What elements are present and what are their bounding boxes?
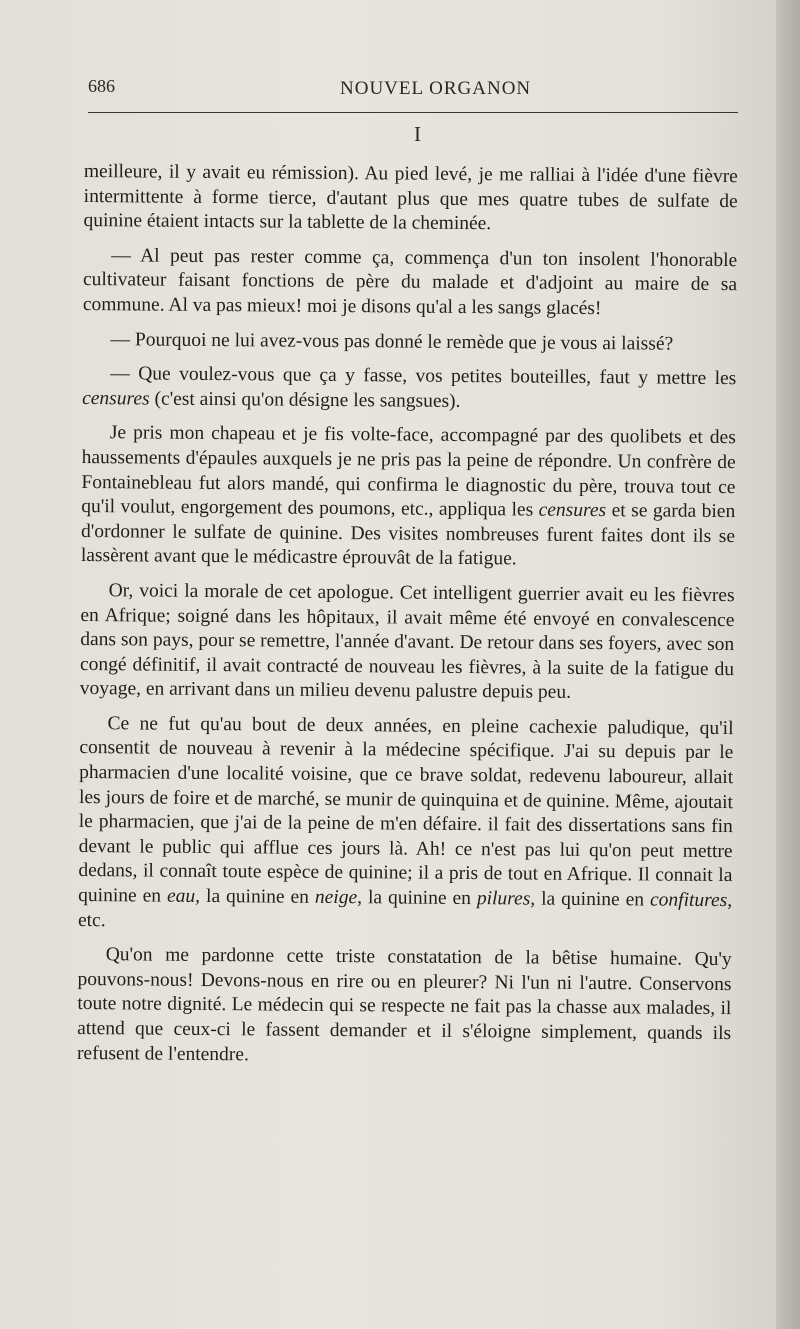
- header-rule: [88, 112, 738, 113]
- text-run: — Al peut pas rester comme ça, commença d'un ton insolent l'honorable cultivateur faisant fonctions de père du malade et d'adjoint au maire de sa commune. Al va pas mieux! moi je disons qu'al a les sangs glacés!: [82, 244, 738, 320]
- text-run: Qu'on me pardonne cette triste constatation de la bêtise humaine. Qu'y pouvons-nous! Devons-nous en rire ou en pleurer? Ni l'un ni l'autre. Conservons toute notre dignité. Le médecin qui se respecte ne fait pas la chasse aux malades, il attend que ceux-ci le fassent demander et il s'éloigne simplement, quands ils refusent de l'entendre.: [76, 944, 732, 1065]
- text-run: meilleure, il y avait eu rémission). Au pied levé, je me ralliai à l'idée d'une fièvre intermittente à forme tierce, d'autant plus que mes quatre tubes de sulfate de quinine étaient intacts sur la tablette de la cheminée.: [83, 160, 738, 235]
- page-number: 686: [88, 76, 115, 96]
- text-run: — Que voulez-vous que ça y fasse, vos petites bouteilles, faut y mettre les: [110, 363, 737, 390]
- italic-run: censures: [82, 387, 150, 410]
- text-run: la quinine en: [535, 888, 651, 911]
- paragraph: [83, 244, 738, 323]
- text-run: la quinine en: [200, 885, 316, 908]
- paragraph: [77, 943, 732, 1071]
- text-run: Je pris mon chapeau et je fis volte-face, accompagné par des quolibets et des haussements d'épaules auxquels je ne pris pas la peine de répondre. Un confrère de Fontainebleau fut alors mandé, qui confirma le diagnostic du père, trouva tout ce qu'il voulut, engorgement des poumons, etc., appliqua les: [81, 422, 736, 521]
- running-head: [88, 74, 740, 104]
- text-run: (c'est ainsi qu'on désigne les sangsues).: [149, 388, 461, 412]
- italic-run: neige: [314, 886, 358, 909]
- text-run: , la quinine en: [357, 887, 477, 910]
- paragraph: [83, 160, 738, 239]
- paragraph: [82, 328, 736, 358]
- italic-run: censures: [538, 499, 607, 522]
- italic-run: eau,: [166, 885, 201, 907]
- italic-run: confitures: [649, 889, 728, 912]
- body-text: [77, 160, 738, 1071]
- text-run: et se garda bien d'ordonner le sulfate de quinine. Des visites nombreuses furent faites dont ils se lassèrent avant que le médicastre éprouvât de la fatigue.: [80, 500, 736, 570]
- text-run: — Pourquoi ne lui avez-vous pas donné le remède que je vous ai laissé?: [110, 328, 674, 355]
- paragraph: [81, 421, 736, 574]
- paragraph: [82, 362, 736, 416]
- text-run: Ce ne fut qu'au bout de deux années, en pleine cachexie paludique, qu'il consentit de nouveau à revenir à la médecine spécifique. J'ai su depuis par le pharmacien d'une localité voisine, que ce brave soldat, redevenu laboureur, allait les jours de foire et de marché, se munir de quinquina et de quinine. Même, ajoutait le pharmacien, que j'ai de la peine de m'en défaire. il fait des dissertations sans fin devant le public qui afflue ces jours là. Ah! ce n'est pas lui qu'on peut mettre dedans, il connaît toute espèce de quinine; il a pris de tout en Afrique. Il connait la quinine en: [78, 713, 734, 907]
- page-edge: [776, 0, 800, 1329]
- italic-run: pilures,: [476, 888, 536, 910]
- text-run: , etc.: [77, 890, 733, 931]
- paragraph: [80, 579, 735, 707]
- paragraph: [78, 712, 734, 938]
- text-run: Or, voici la morale de cet apologue. Cet intelligent guerrier avait eu les fièvres en Afrique; soigné dans les hôpitaux, il avait même été envoyé en convalescence dans son pays, pour se remettre, l'année d'avant. De retour dans ses foyers, avec son congé définitif, il avait contracté de nouveau les fièvres, à la suite de la fatigue du voyage, en arrivant dans un milieu devenu palustre depuis peu.: [79, 580, 735, 704]
- section-numeral: I: [414, 122, 421, 146]
- running-title: NOUVEL ORGANON: [340, 78, 532, 99]
